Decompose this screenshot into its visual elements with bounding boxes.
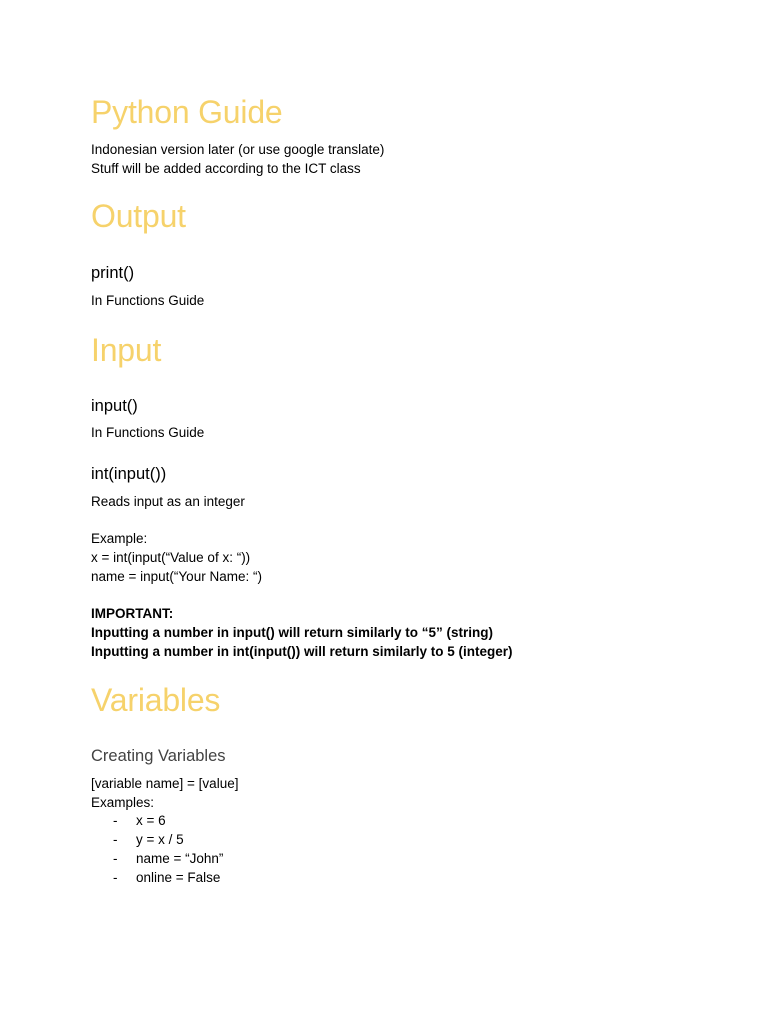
- important-line-1: Inputting a number in input() will return similarly to “5” (string): [91, 625, 494, 640]
- example-line-1: x = int(input(“Value of x: “)): [91, 550, 251, 565]
- int-input-subheading: int(input()): [91, 465, 167, 483]
- variable-syntax: [variable name] = [value]: [91, 776, 239, 791]
- list-item-text: online = False: [136, 870, 221, 885]
- input-text: In Functions Guide: [91, 425, 205, 440]
- input-heading: Input: [91, 332, 162, 368]
- list-item-text: x = 6: [136, 813, 166, 828]
- print-subheading: print(): [91, 264, 135, 282]
- bullet-dash: -: [113, 832, 118, 847]
- intro-line-2: Stuff will be added according to the ICT class: [91, 161, 361, 176]
- intro-line-1: Indonesian version later (or use google translate): [91, 142, 385, 157]
- important-line-2: Inputting a number in int(input()) will return similarly to 5 (integer): [91, 644, 513, 659]
- bullet-dash: -: [113, 870, 118, 885]
- document-title: Python Guide: [91, 94, 283, 130]
- bullet-dash: -: [113, 851, 118, 866]
- example-label: Example:: [91, 531, 148, 546]
- bullet-dash: -: [113, 813, 118, 828]
- output-text: In Functions Guide: [91, 293, 205, 308]
- int-input-text: Reads input as an integer: [91, 494, 245, 509]
- examples-label: Examples:: [91, 795, 155, 810]
- important-label: IMPORTANT:: [91, 606, 174, 621]
- creating-variables-subheading: Creating Variables: [91, 747, 226, 765]
- list-item-text: name = “John”: [136, 851, 224, 866]
- example-line-2: name = input(“Your Name: “): [91, 569, 262, 584]
- output-heading: Output: [91, 198, 186, 234]
- list-item-text: y = x / 5: [136, 832, 184, 847]
- variables-heading: Variables: [91, 682, 221, 718]
- input-subheading: input(): [91, 397, 138, 415]
